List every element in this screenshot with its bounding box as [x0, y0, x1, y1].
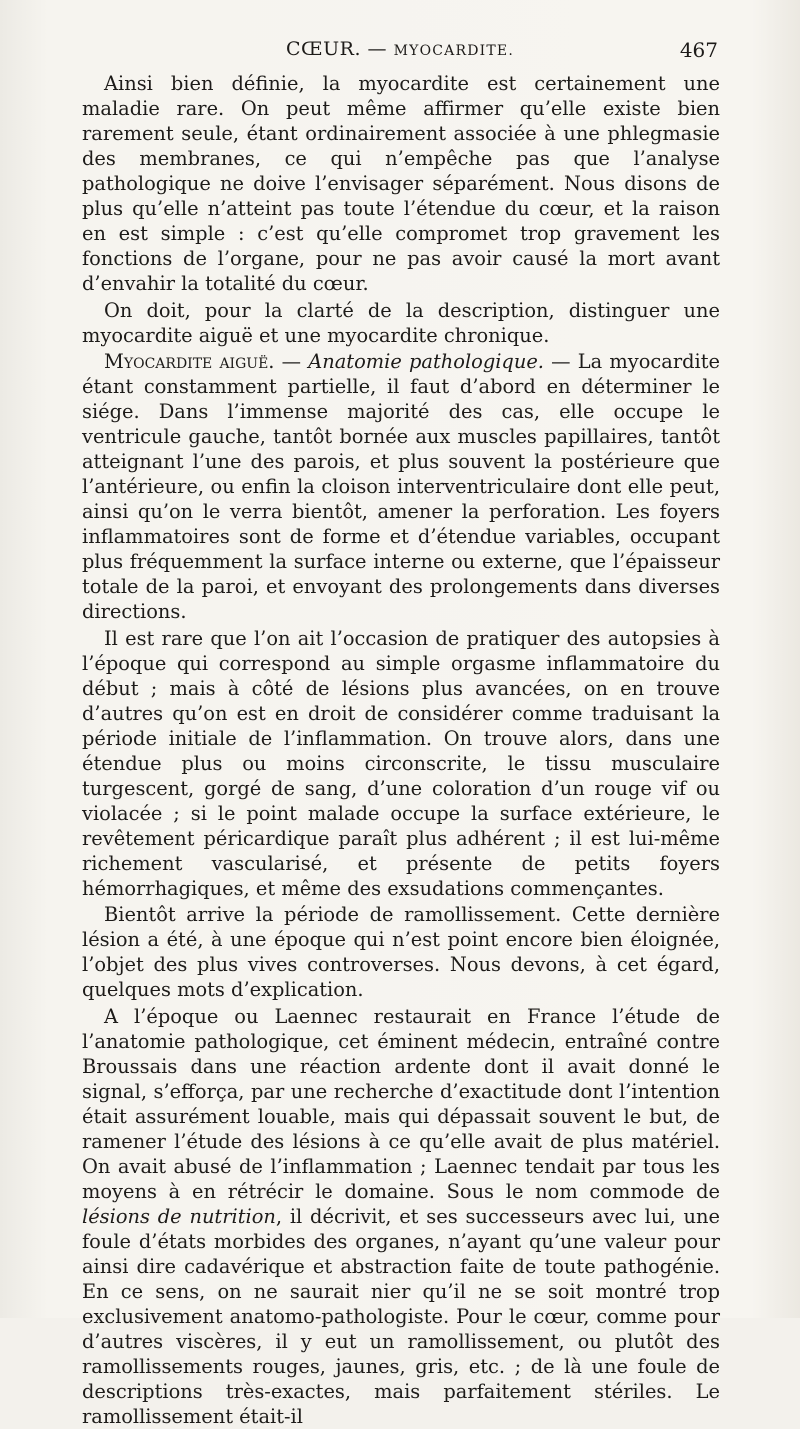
- paragraph-6-italic: lésions de nutrition: [82, 1204, 276, 1228]
- paragraph-1: Ainsi bien définie, la myocardite est certainement une maladie rare. On peut même affirmer qu’elle existe bien rarement seule, étant ordinairement associée à une phlegmasie des membranes, ce qui n’empêche pas que l’analyse pathologique ne doive l’envisager séparément. Nous disons de plus qu’elle n’atteint pas toute l’étendue du cœur, et la raison en est simple : c’est qu’elle compromet trop gravement les fonctions de l’organe, pour ne pas avoir causé la mort avant d’envahir la totalité du cœur.: [82, 72, 720, 295]
- paragraph-4: Il est rare que l’on ait l’occasion de pratiquer des autopsies à l’époque qui correspond au simple orgasme inflammatoire du début ; mais à côté de lésions plus avancées, on en trouve d’autres qu’on est en droit de considérer comme traduisant la période initiale de l’inflammation. On trouve alors, dans une étendue plus ou moins circonscrite, le tissu musculaire turgescent, gorgé de sang, d’une coloration d’un rouge vif ou violacée ; si le point malade occupe la surface extérieure, le revêtement péricardique paraît plus adhérent ; il est lui-même richement vascularisé, et présente de petits foyers hémorrhagiques, et même des exsudations commençantes.: [82, 626, 720, 900]
- page-number: 467: [679, 38, 718, 62]
- paragraph-6-text-before: A l’époque ou Laennec restaurait en France l’étude de l’anatomie pathologique, cet éminent médecin, entraîné contre Broussais dans une réaction ardente dont il avait donné le signal, s’efforça, par une recherche d’exactitude dont l’intention était assurément louable, mais qui dépassait souvent le but, de ramener l’étude des lésions à ce qu’elle avait de plus matériel. On avait abusé de l’inflammation ; Laennec tendait par tous les moyens à en rétrécir le domaine. Sous le nom commode de: [82, 1005, 720, 1203]
- running-head-main: CŒUR. —: [286, 38, 394, 60]
- section-dash-1: —: [274, 350, 309, 374]
- paragraph-5: Bientôt arrive la période de ramollissement. Cette dernière lésion a été, à une époque qui n’est point encore bien éloignée, l’objet des plus vives controverses. Nous devons, à cet égard, quelques mots d’explication.: [82, 903, 720, 1002]
- running-head: [82, 38, 718, 60]
- paragraph-6-text-after: , il décrivit, et ses successeurs avec lui, une foule d’états morbides des organes, n’ayant qu’une valeur pour ainsi dire cadavérique et abstraction faite de toute pathogénie. En ce sens, on ne saurait nier qu’il ne se soit montré trop exclusivement anatomo-pathologiste. Pour le cœur, comme pour d’autres viscères, il y eut un ramollissement, ou plutôt des ramollissements rouges, jaunes, gris, etc. ; de là une foule de descriptions très-exactes, mais parfaitement stériles. Le ramollissement était-il: [82, 1204, 720, 1428]
- paragraph-3-text: La myocardite étant constamment partielle, il faut d’abord en déterminer le siége. Dans l’immense majorité des cas, elle occupe le ventricule gauche, tantôt bornée aux muscles papillaires, tantôt atteignant l’une des parois, et plus souvent la postérieure que l’antérieure, ou enfin la cloison interventriculaire dont elle peut, ainsi qu’on le verra bientôt, amener la perforation. Les foyers inflammatoires sont de forme et d’étendue variables, occupant plus fréquemment la surface interne ou externe, que l’épaisseur totale de la paroi, et envoyant des prolongements dans diverses directions.: [82, 350, 720, 624]
- running-head-sub: MYOCARDITE.: [393, 43, 514, 59]
- paragraph-3: [82, 350, 720, 624]
- page-header: [82, 38, 718, 66]
- section-dash-2: —: [543, 350, 578, 374]
- body-text: [82, 72, 720, 1429]
- paragraph-6: [82, 1005, 720, 1429]
- paragraph-2: On doit, pour la clarté de la description, distinguer une myocardite aiguë et une myocardite chronique.: [82, 298, 720, 347]
- section-subtitle: Anatomie pathologique.: [308, 350, 544, 374]
- section-lead: Myocardite aiguë.: [104, 350, 275, 374]
